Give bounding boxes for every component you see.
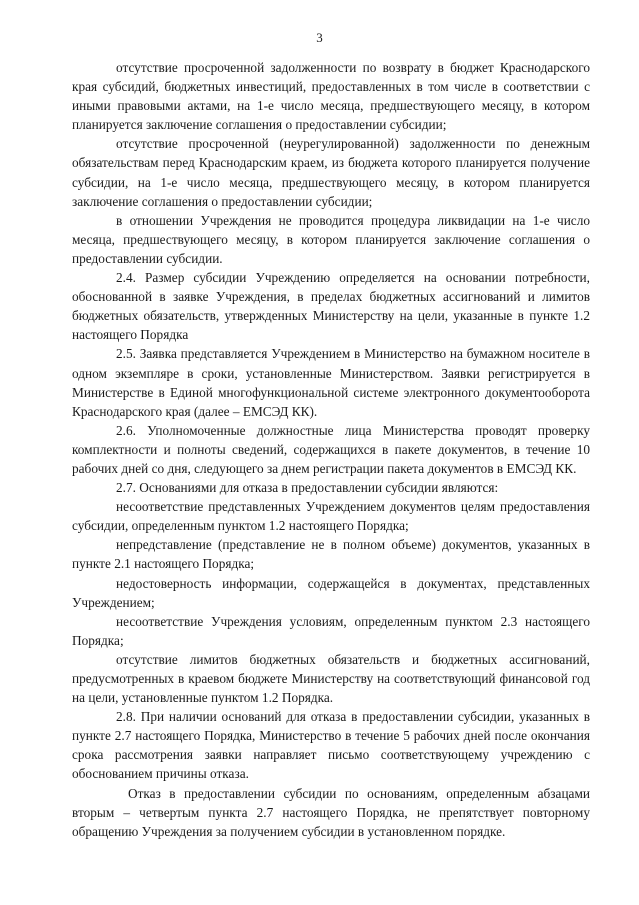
paragraph-refusal-reason-4: несоответствие Учреждения условиям, определенным пунктом 2.3 настоящего Порядка; xyxy=(72,613,590,648)
paragraph-refusal-reason-1: несоответствие представленных Учреждением документов целям предоставления субсидии, определенным пунктом 1.2 настоящего Порядка; xyxy=(72,499,590,534)
paragraph-2-6: 2.6. Уполномоченные должностные лица Министерства проводят проверку комплектности и полноты сведений, содержащихся в пакете документов, в течение 10 рабочих дней со дня, следующего за днем регистрации пакета документов в ЕМСЭД КК. xyxy=(72,422,590,476)
paragraph-refusal-no-obstacle: Отказ в предоставлении субсидии по основаниям, определенным абзацами вторым – четвертым пункта 2.7 настоящего Порядка, не препятствует повторному обращению Учреждения за получением субсидии в установленном порядке. xyxy=(72,785,590,839)
paragraph-refusal-reason-3: недостоверность информации, содержащейся в документах, представленных Учреждением; xyxy=(72,575,590,610)
paragraph-2-7: 2.7. Основаниями для отказа в предоставлении субсидии являются: xyxy=(116,480,499,496)
document-body xyxy=(72,58,590,841)
paragraph-2-8: 2.8. При наличии оснований для отказа в предоставлении субсидии, указанных в пункте 2.7 настоящего Порядка, Министерство в течение 5 рабочих дней после окончания срока рассмотрения заявки направляет письмо соответствующему учреждению с обоснованием причины отказа. xyxy=(72,709,590,782)
paragraph-2-4: 2.4. Размер субсидии Учреждению определяется на основании потребности, обоснованной в заявке Учреждения, в пределах бюджетных ассигнований и лимитов бюджетных обязательств, утвержденных Министерству на цели, указанные в пункте 1.2 настоящего Порядка xyxy=(72,270,590,343)
paragraph-condition-no-liquidation: в отношении Учреждения не проводится процедура ликвидации на 1-е число месяца, предшествующего месяцу, в котором планируется заключение соглашения о предоставлении субсидии. xyxy=(72,212,590,266)
paragraph-condition-no-overdue-debt-return: отсутствие просроченной задолженности по возврату в бюджет Краснодарского края субсидий, бюджетных инвестиций, предоставленных в том числе в соответствии с иными правовыми актами, на 1-е число месяца, предшествующего месяцу, в котором планируется заключение соглашения о предоставлении субсидии; xyxy=(72,60,590,133)
paragraph-refusal-reason-2: непредставление (представление не в полном объеме) документов, указанных в пункте 2.1 настоящего Порядка; xyxy=(72,537,590,572)
paragraph-refusal-reason-5: отсутствие лимитов бюджетных обязательств и бюджетных ассигнований, предусмотренных в краевом бюджете Министерству на соответствующий финансовой год на цели, установленные пунктом 1.2 Порядка. xyxy=(72,651,590,706)
paragraph-2-5: 2.5. Заявка представляется Учреждением в Министерство на бумажном носителе в одном экземпляре в сроки, установленные Министерством. Заявки регистрируется в Министерстве в Единой многофункциональной системе электронного документооборота Краснодарского края (далее – ЕМСЭД КК). xyxy=(72,346,590,419)
page-number: 3 xyxy=(316,30,323,45)
paragraph-condition-no-overdue-obligations: отсутствие просроченной (неурегулированной) задолженности по денежным обязательствам перед Краснодарским краем, из бюджета которого планируется получение субсидии, на 1-е число месяца, предшествующего месяцу, в котором планируется заключение соглашения о предоставлении субсидии; xyxy=(72,136,590,209)
